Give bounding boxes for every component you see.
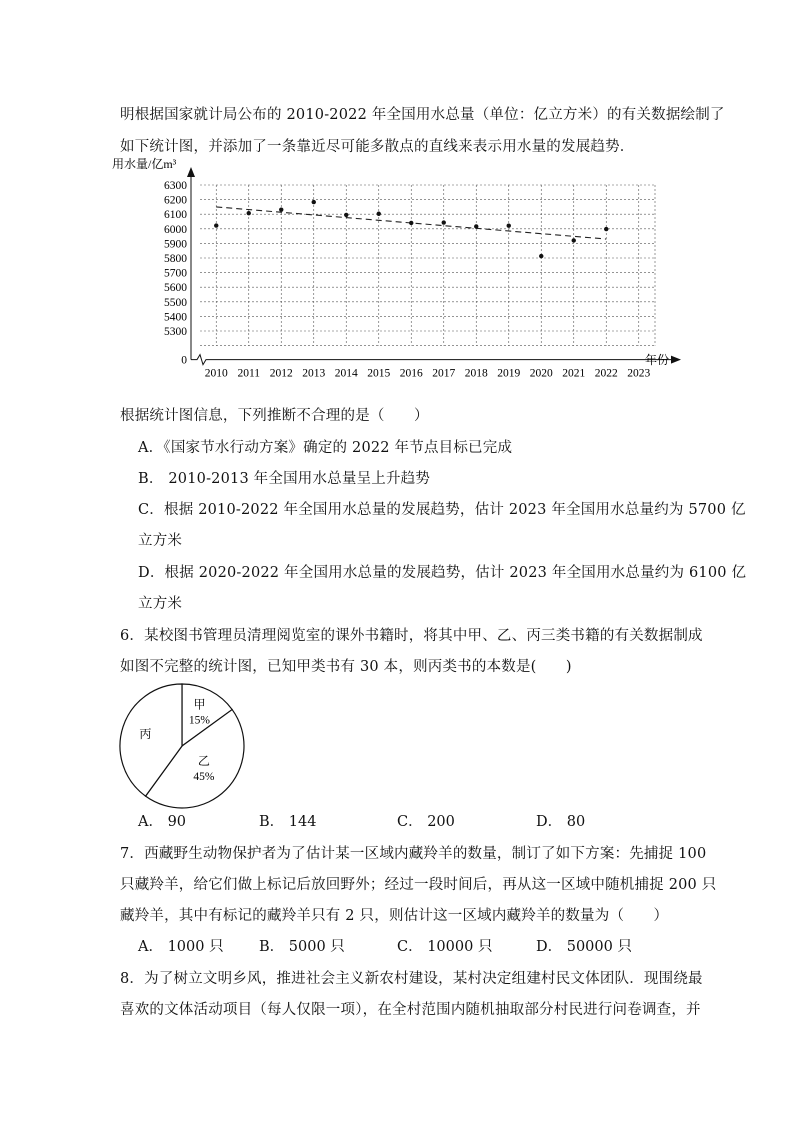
q7-line-3: 藏羚羊，其中有标记的藏羚羊只有 2 只，则估计这一区域内藏羚羊的数量为（ ） bbox=[120, 908, 669, 924]
q5-option-d-line1: D．根据 2020-2022 年全国用水总量的发展趋势，估计 2023 年全国用水总量约为 6100 亿 bbox=[138, 565, 747, 581]
data-point bbox=[539, 254, 543, 258]
q5-option-b: B． 2010-2013 年全国用水总量呈上升趋势 bbox=[138, 471, 431, 487]
x-axis-label: 年份 bbox=[645, 353, 670, 367]
pie-label-percent: 45% bbox=[193, 770, 215, 783]
q7-line-2: 只藏羚羊，给它们做上标记后放回野外；经过一段时间后，再从这一区域中随机捕捉 200 只 bbox=[120, 877, 717, 893]
x-tick-label: 2010 bbox=[204, 367, 228, 380]
y-tick-label: 5500 bbox=[164, 296, 187, 309]
q6-line-1: 6．某校图书管理员清理阅览室的课外书籍时，将其中甲、乙、丙三类书籍的有关数据制成 bbox=[120, 628, 703, 644]
y-tick-label: 5800 bbox=[164, 253, 187, 265]
x-tick-label: 2011 bbox=[237, 367, 261, 380]
y-tick-label: 6000 bbox=[164, 223, 187, 236]
q8-line-1: 8．为了树立文明乡风，推进社会主义新农村建设，某村决定组建村民文体团队．现围绕最 bbox=[120, 971, 703, 987]
x-axis bbox=[191, 355, 675, 365]
data-point bbox=[247, 211, 251, 215]
y-tick-label: 5600 bbox=[164, 282, 187, 295]
data-point bbox=[344, 213, 348, 217]
q5-option-d-line2: 立方米 bbox=[138, 596, 183, 612]
y-tick-label: 5300 bbox=[164, 326, 187, 338]
x-tick-label: 2012 bbox=[269, 367, 293, 380]
q6-line-2: 如图不完整的统计图，已知甲类书有 30 本，则丙类书的本数是( ) bbox=[120, 659, 572, 675]
y-tick-label: 0 bbox=[181, 354, 187, 367]
x-tick-label: 2016 bbox=[399, 367, 423, 380]
y-tick-label: 6100 bbox=[164, 209, 187, 222]
data-point bbox=[214, 223, 218, 227]
data-point bbox=[312, 200, 316, 204]
q8-line-2: 喜欢的文体活动项目（每人仅限一项），在全村范围内随机抽取部分村民进行问卷调查，并 bbox=[120, 1002, 701, 1018]
pie-label-name: 乙 bbox=[197, 753, 210, 768]
y-axis-label: 用水量/亿m³ bbox=[112, 157, 177, 171]
data-point bbox=[474, 224, 478, 228]
x-tick-label: 2014 bbox=[334, 367, 358, 380]
water-usage-scatter-chart bbox=[110, 155, 690, 380]
y-tick-label: 5400 bbox=[164, 311, 187, 324]
x-tick-label: 2013 bbox=[302, 367, 326, 380]
x-tick-label: 2018 bbox=[464, 367, 488, 380]
data-point bbox=[442, 220, 446, 224]
q6-option-b: B． 144 bbox=[259, 814, 317, 830]
data-point bbox=[409, 221, 413, 225]
q6-option-d: D． 80 bbox=[536, 814, 586, 830]
x-tick-label: 2020 bbox=[529, 367, 553, 380]
x-tick-label: 2021 bbox=[562, 367, 586, 380]
q7-option-c: C． 10000 只 bbox=[397, 939, 493, 955]
x-tick-label: 2015 bbox=[367, 367, 391, 380]
q5-option-a: A．《国家节水行动方案》确定的 2022 年节点目标已完成 bbox=[138, 440, 513, 456]
data-point bbox=[572, 238, 576, 242]
x-axis-arrow bbox=[671, 356, 681, 364]
y-tick-label: 6300 bbox=[164, 180, 187, 192]
data-point bbox=[507, 224, 511, 228]
q7-option-b: B． 5000 只 bbox=[259, 939, 345, 955]
pie-label-percent: 15% bbox=[188, 714, 210, 727]
q5-stem: 根据统计图信息，下列推断不合理的是（ ） bbox=[120, 408, 429, 424]
data-point bbox=[279, 207, 283, 211]
intro-line-2: 如下统计图，并添加了一条靠近尽可能多散点的直线来表示用水量的发展趋势． bbox=[120, 139, 635, 155]
y-tick-label: 5700 bbox=[164, 267, 187, 280]
x-tick-label: 2017 bbox=[432, 367, 456, 380]
y-tick-label: 6200 bbox=[164, 194, 187, 207]
y-axis-arrow bbox=[187, 167, 195, 177]
intro-line-1: 明根据国家就计局公布的 2010-2022 年全国用水总量（单位：亿立方米）的有关数据绘制了 bbox=[120, 107, 725, 123]
data-point bbox=[377, 212, 381, 216]
x-tick-label: 2022 bbox=[594, 367, 618, 380]
pie-label-name: 丙 bbox=[139, 727, 152, 742]
x-tick-label: 2019 bbox=[497, 367, 521, 380]
q7-line-1: 7．西藏野生动物保护者为了估计某一区域内藏羚羊的数量，制订了如下方案：先捕捉 100 bbox=[120, 846, 707, 862]
data-point bbox=[604, 227, 608, 231]
book-category-pie-chart bbox=[112, 676, 252, 816]
q6-option-c: C． 200 bbox=[397, 814, 455, 830]
x-tick-label: 2023 bbox=[627, 367, 651, 380]
y-tick-label: 5900 bbox=[164, 238, 187, 251]
q7-option-a: A． 1000 只 bbox=[138, 939, 224, 955]
pie-label-name: 甲 bbox=[193, 697, 206, 712]
q6-option-a: A． 90 bbox=[138, 814, 187, 830]
q7-option-d: D． 50000 只 bbox=[536, 939, 632, 955]
q5-option-c-line2: 立方米 bbox=[138, 533, 183, 549]
q5-option-c-line1: C．根据 2010-2022 年全国用水总量的发展趋势，估计 2023 年全国用水总量约为 5700 亿 bbox=[138, 502, 746, 518]
